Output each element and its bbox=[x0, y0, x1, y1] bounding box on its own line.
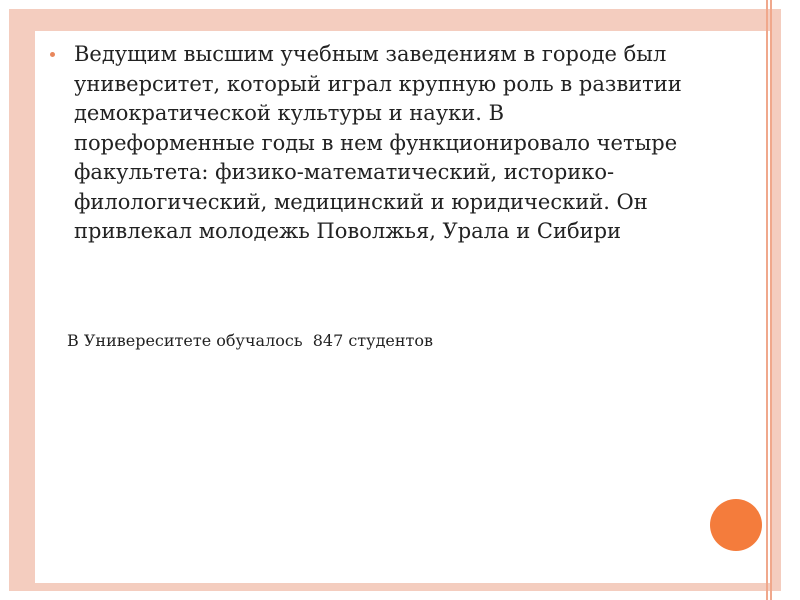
decorative-rule bbox=[766, 0, 768, 600]
accent-circle bbox=[710, 499, 762, 551]
decorative-rule bbox=[770, 0, 772, 600]
bullet-dot-icon bbox=[50, 52, 55, 57]
bullet-list bbox=[50, 40, 690, 247]
student-count-note: В Универеситете обучалось 847 студентов bbox=[67, 331, 434, 350]
bullet-item bbox=[50, 40, 690, 247]
bullet-text: Ведущим высшим учебным заведениям в городе был университет, который играл крупную роль в развитии демократической культуры и науки. В пореформенные годы в нем функционировало четыре факультета: физико-математический, историко-филологический, медицинский и юридический. Он привлекал молодежь Поволжья, Урала и Сибири bbox=[74, 42, 682, 243]
